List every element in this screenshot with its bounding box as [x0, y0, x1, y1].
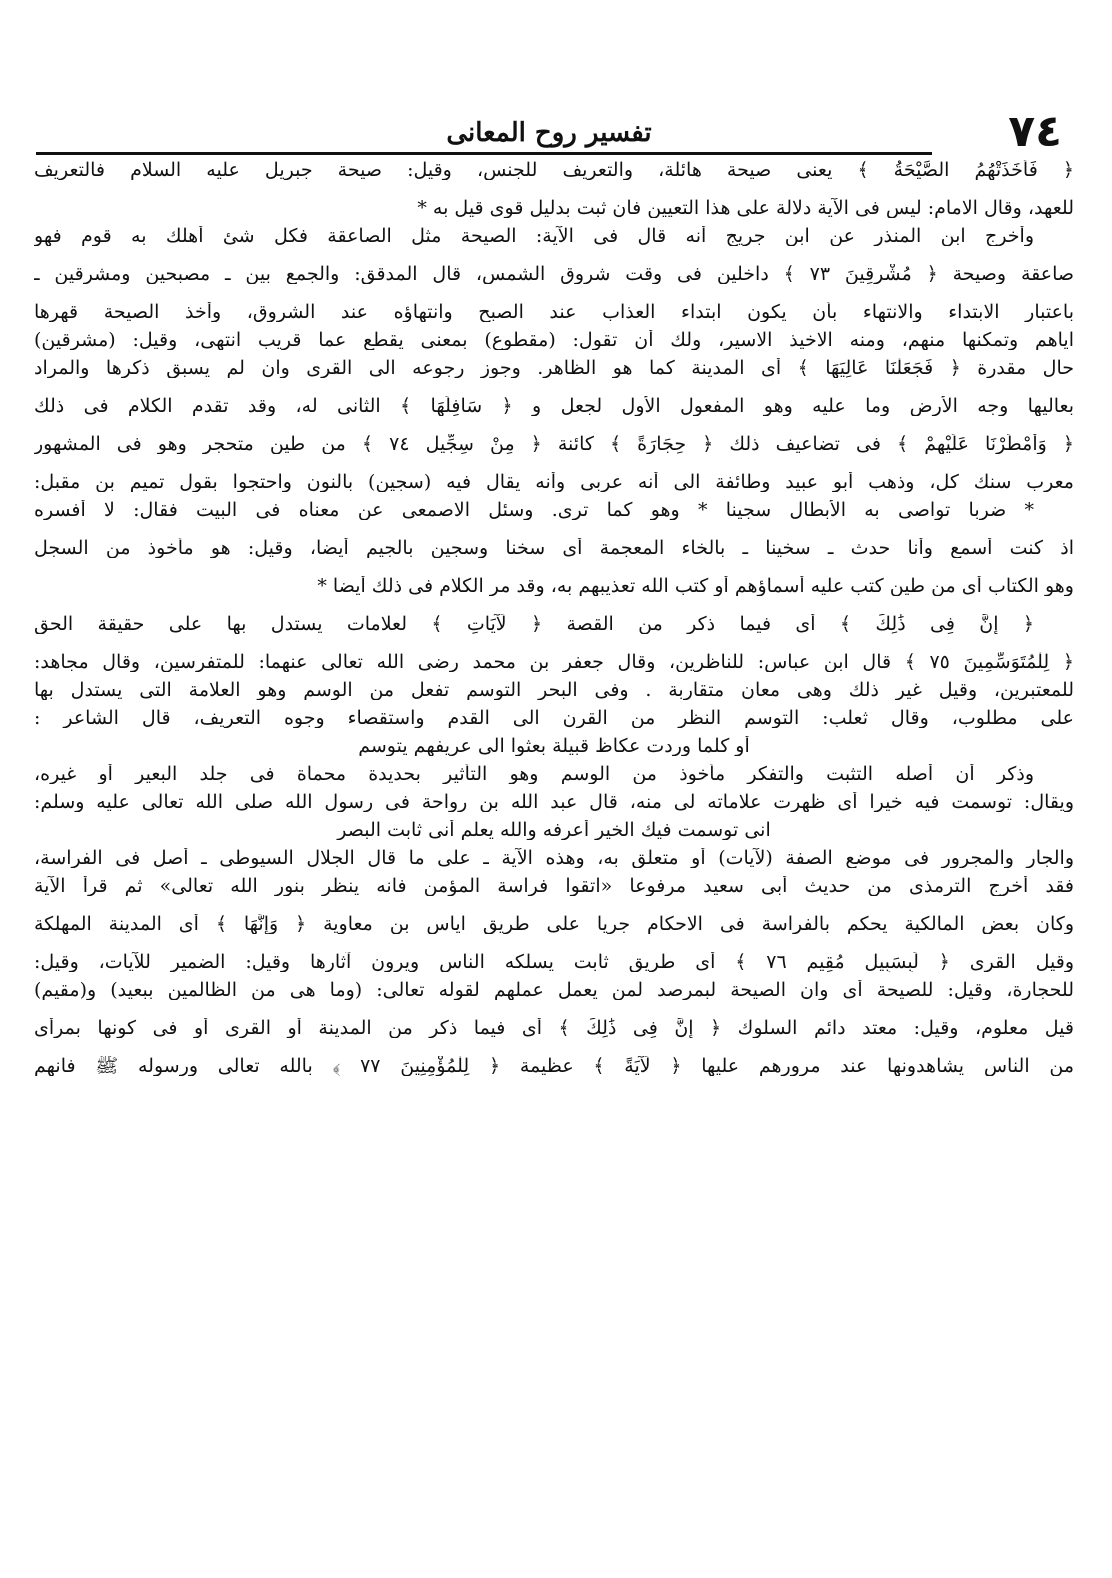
- text-line: صاعقة وصيحة ﴿ مُشْرِقِينَ ٧٣ ﴾ داخلين فى وقت شروق الشمس، قال المدقق: والجمع بين ـ مصبحين ومشرقين ـ: [34, 264, 1074, 284]
- text-line: * ضربا تواصى به الأبطال سجينا * وهو كما ترى. وسئل الاصمعى عن معناه فى البيت فقال: لا أفسره: [34, 500, 1034, 520]
- text-line: ﴿ إِنَّ فِى ذَٰلِكَ ﴾ أى فيما ذكر من القصة ﴿ لَآيَاتٍ ﴾ لعلامات يستدل بها على حقيقة الحق: [34, 614, 1034, 634]
- text-line: ﴿ فَأَخَذَتْهُمُ الصَّيْحَةُ ﴾ يعنى صيحة هائلة، والتعريف للجنس، وقيل: صيحة جبريل عليه السلام فالتعريف: [34, 160, 1074, 180]
- text-line: وقيل القرى ﴿ لَبِسَبِيلٍ مُقِيمٍ ٧٦ ﴾ أى طريق ثابت يسلكه الناس ويرون آثارها وقيل: الضمير للآيات، وقيل:: [34, 952, 1074, 972]
- body-text: [34, 160, 1074, 1094]
- text-line: اياهم وتمكنها منهم، ومنه الاخيذ الاسير، ولك أن تقول: (مقطوع) بمعنى يقطع عما قريب انتهى، وقيل: (مشرقين): [34, 330, 1074, 350]
- page-number: ٧٤: [1008, 106, 1062, 157]
- text-line: للعهد، وقال الامام: ليس فى الآية دلالة على هذا التعيين فان ثبت بدليل قوى قيل به *: [417, 198, 1074, 218]
- text-line: وذكر أن أصله التثبت والتفكر مأخوذ من الوسم وهو التأثير بحديدة محماة فى جلد البعير أو غيره،: [34, 764, 1034, 784]
- text-line: ﴿ وَأَمْطَرْنَا عَلَيْهِمْ ﴾ فى تضاعيف ذلك ﴿ حِجَارَةً ﴾ كائنة ﴿ مِنْ سِجِّيلٍ ٧٤ ﴾ من طين متحجر وهو فى المشهور: [34, 434, 1074, 454]
- text-line: اذ كنت أسمع وأنا حدث ـ سخينا ـ بالخاء المعجمة أى سخنا وسجين بالجيم أيضا، وقيل: هو مأخوذ من السجل: [34, 538, 1074, 558]
- verse-line: انى توسمت فيك الخير أعرفه والله يعلم أنى ثابت البصر: [337, 820, 771, 840]
- text-line: للمعتبرين، وقيل غير ذلك وهى معان متقاربة . وفى البحر التوسم تفعل من الوسم وهو العلامة التى يستدل بها: [34, 680, 1074, 700]
- text-line: باعتبار الابتداء والانتهاء بأن يكون ابتداء العذاب عند الصبح وانتهاؤه عند الشروق، وأخذ الصيحة قهرها: [34, 302, 1074, 322]
- page-header: [36, 108, 1062, 158]
- text-line: وأخرج ابن المنذر عن ابن جريج أنه قال فى الآية: الصيحة مثل الصاعقة فكل شئ أهلك به قوم فهو: [34, 226, 1034, 246]
- text-line: والجار والمجرور فى موضع الصفة (لآيات) أو متعلق به، وهذه الآية ـ على ما قال الجلال السيوطى ـ أصل فى الفراسة،: [34, 848, 1074, 868]
- text-line: ويقال: توسمت فيه خيرا أى ظهرت علاماته لى منه، قال عبد الله بن رواحة فى رسول الله صلى الله تعالى عليه وسلم:: [34, 792, 1074, 812]
- text-line: فقد أخرج الترمذى من حديث أبى سعيد مرفوعا «اتقوا فراسة المؤمن فانه ينظر بنور الله تعالى» ثم قرأ الآية: [34, 876, 1074, 896]
- header-rule: [36, 152, 932, 155]
- verse-line: أو كلما وردت عكاظ قبيلة بعثوا الى عريفهم يتوسم: [358, 736, 750, 756]
- text-line: للحجارة، وقيل: للصيحة أى وان الصيحة لبمرصد لمن يعمل عملهم لقوله تعالى: (وما هى من الظالمين ببعيد) و(مقيم): [34, 980, 1074, 1000]
- running-title: تفسير روح المعانى: [446, 118, 652, 148]
- text-line: وكان بعض المالكية يحكم بالفراسة فى الاحكام جريا على طريق اياس بن معاوية ﴿ وَإِنَّهَا ﴾ أى المدينة المهلكة: [34, 914, 1074, 934]
- text-line: قيل معلوم، وقيل: معتد دائم السلوك ﴿ إِنَّ فِى ذَٰلِكَ ﴾ أى فيما ذكر من المدينة أو القرى أو فى كونها بمرأى: [34, 1018, 1074, 1038]
- text-line: حال مقدرة ﴿ فَجَعَلْنَا عَالِيَهَا ﴾ أى المدينة كما هو الظاهر. وجوز رجوعه الى القرى وان لم يسبق ذكرها والمراد: [34, 358, 1074, 378]
- text-line: وهو الكتاب أى من طين كتب عليه أسماؤهم أو كتب الله تعذيبهم به، وقد مر الكلام فى ذلك أيضا *: [317, 576, 1074, 596]
- text-line: ﴿ لِلْمُتَوَسِّمِينَ ٧٥ ﴾ قال ابن عباس: للناظرين، وقال جعفر بن محمد رضى الله تعالى عنهما: للمتفرسين، وقال مجاهد:: [34, 652, 1074, 672]
- text-line: معرب سنك كل، وذهب أبو عبيد وطائفة الى أنه عربى وأنه يقال فيه (سجين) بالنون واحتجوا بقول تميم بن مقبل:: [34, 472, 1074, 492]
- text-line: بعاليها وجه الأرض وما عليه وهو المفعول الأول لجعل و ﴿ سَافِلَهَا ﴾ الثانى له، وقد تقدم الكلام فى ذلك: [34, 396, 1074, 416]
- text-line: من الناس يشاهدونها عند مرورهم عليها ﴿ لَآيَةً ﴾ عظيمة ﴿ لِلْمُؤْمِنِينَ ٧٧ ﴾ بالله تعالى ورسوله ﷺ فانهم: [34, 1056, 1074, 1076]
- text-line: على مطلوب، وقال ثعلب: التوسم النظر من القرن الى القدم واستقصاء وجوه التعريف، قال الشاعر :: [34, 708, 1074, 728]
